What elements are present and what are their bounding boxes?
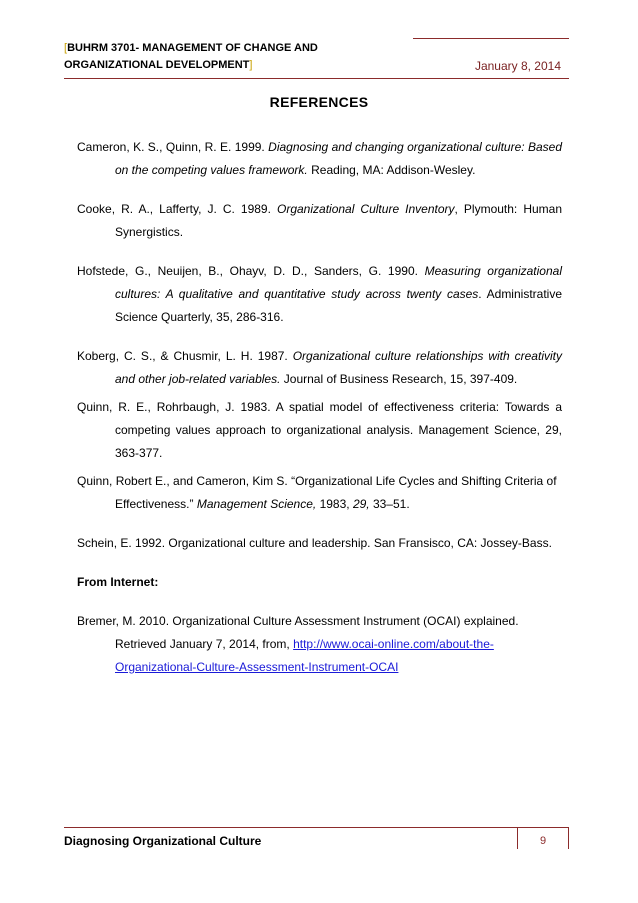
reference-text: Quinn, R. E., Rohrbaugh, J. 1983. A spatial model of effectiveness criteria: Towards a competing values approach to organizational analysis. Management Science, 29, 363-377. — [77, 400, 562, 460]
reference-item — [77, 532, 562, 555]
reference-item — [77, 345, 562, 391]
internet-heading: From Internet: — [77, 575, 159, 589]
ocai-link[interactable]: http://www.ocai-online.com/about-the-Organizational-Culture-Assessment-Instrument-OCAI — [115, 637, 494, 674]
page-header — [64, 38, 569, 78]
reference-title: Organizational culture relationships with creativity and other job-related variables. — [115, 349, 562, 386]
header-course-title — [64, 40, 414, 74]
reference-text: Hofstede, G., Neuijen, B., Ohayv, D. D., Sanders, G. 1990. — [77, 264, 425, 278]
reference-pages: 33–51. — [369, 497, 410, 511]
header-date-box — [413, 38, 569, 76]
reference-volume: 29, — [352, 497, 370, 511]
reference-title: Organizational Culture Inventory — [277, 202, 455, 216]
reference-text: Cameron, K. S., Quinn, R. E. 1999. — [77, 140, 269, 154]
reference-text: Quinn, Robert E., and Cameron, Kim S. “Organizational Life Cycles and Shifting Criteria of Effectiveness.” — [77, 474, 557, 511]
reference-item — [77, 136, 562, 182]
reference-text: Koberg, C. S., & Chusmir, L. H. 1987. — [77, 349, 293, 363]
reference-source: Reading, MA: Addison-Wesley. — [307, 163, 476, 177]
reference-title: Management Science, — [196, 497, 317, 511]
reference-title: Diagnosing and changing organizational culture: Based on the competing values framework. — [115, 140, 562, 177]
header-bracket-close: ] — [249, 59, 253, 71]
header-bracket-open: [ — [64, 42, 68, 54]
reference-source: Journal of Business Research, 15, 397-409. — [280, 372, 518, 386]
reference-item — [77, 470, 562, 516]
header-title-line1: BUHRM 3701- MANAGEMENT OF CHANGE AND — [67, 42, 318, 54]
header-title-line2: ORGANIZATIONAL DEVELOPMENT — [64, 59, 250, 71]
footer-divider — [64, 827, 569, 828]
reference-list — [77, 136, 562, 695]
reference-item — [77, 198, 562, 244]
reference-text: Cooke, R. A., Lafferty, J. C. 1989. — [77, 202, 277, 216]
header-divider — [64, 78, 569, 79]
reference-item — [77, 396, 562, 465]
reference-title: Measuring organizational cultures: A qualitative and quantitative study across twenty cases — [115, 264, 562, 301]
reference-text: Bremer, M. 2010. Organizational Culture Assessment Instrument (OCAI) explained. Retrieved January 7, 2014, from, — [77, 614, 519, 651]
page-number: 9 — [539, 835, 547, 847]
header-date: January 8, 2014 — [474, 59, 561, 73]
reference-item — [77, 260, 562, 329]
footer-page-box — [517, 827, 569, 849]
internet-reference-item — [77, 610, 562, 679]
reference-source: . Administrative Science Quarterly, 35, 286-316. — [115, 287, 562, 324]
footer-title: Diagnosing Organizational Culture — [64, 834, 262, 848]
reference-text: Schein, E. 1992. Organizational culture and leadership. San Fransisco, CA: Jossey-Bass. — [77, 536, 552, 550]
reference-source: , Plymouth: Human Synergistics. — [115, 202, 563, 239]
page-title: REFERENCES — [269, 94, 369, 110]
reference-year: 1983, — [316, 497, 353, 511]
